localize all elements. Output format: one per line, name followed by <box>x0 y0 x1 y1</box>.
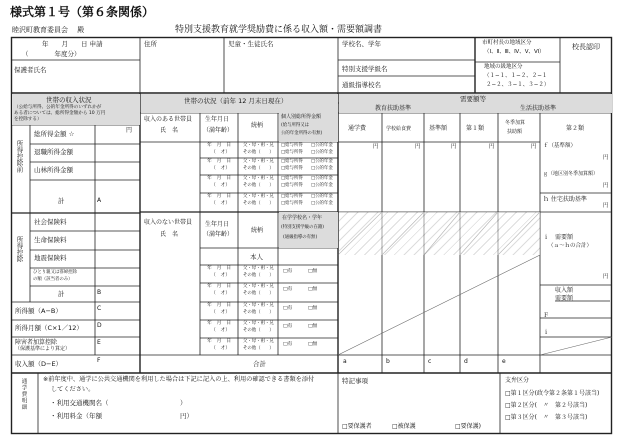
address-label: 住所 <box>144 40 157 48</box>
pension-checkbox[interactable]: □公的年金 <box>311 201 333 206</box>
yen-f: 円 <box>603 155 609 161</box>
commute-note-1: ※前年度中、通学に公共交通機関を利用した場合は下記に記入の上、利用の確認できる書類を添付 <box>43 376 315 383</box>
relation-other[interactable]: その他（ ） <box>243 201 274 206</box>
salary-income-label: 総所得金額 ☆ <box>34 130 75 138</box>
no-checkbox[interactable]: □無 <box>308 324 318 329</box>
pension-checkbox[interactable]: □公的年金 <box>311 159 333 164</box>
earner-name-label: 氏 名 <box>160 127 179 134</box>
winter-header: 冬季加算 <box>505 120 526 126</box>
principal-seal-label: 校長認印 <box>572 43 600 51</box>
date-field[interactable]: 年 月 日 <box>207 266 231 271</box>
commuting-class-label: 通級指導校名 <box>342 81 381 89</box>
pension-checkbox[interactable]: □公的年金 <box>311 150 333 155</box>
retirement-income-label: 退職所得金額 <box>34 148 73 156</box>
school-attend-2: (特別支援学級の在籍) <box>281 225 324 230</box>
pension-checkbox[interactable]: □公的年金 <box>311 183 333 188</box>
fare-label[interactable]: ・利用料金（年額 <box>50 412 102 420</box>
deduction-label: 所得控除 <box>15 236 24 262</box>
yes-checkbox[interactable]: □有 <box>283 342 293 347</box>
dob2-label: 生年月日 <box>205 221 230 228</box>
relation-options[interactable]: 父・母・祖・兄 <box>243 176 274 181</box>
letter-c: c <box>428 358 432 365</box>
single-parent-label-2: の額（該当者のみ） <box>33 277 73 282</box>
personal-income-label-2: (給与所得又は <box>281 123 310 128</box>
yen-c: 円 <box>451 144 457 150</box>
label-c: C <box>97 305 102 312</box>
income-note-3: を控除する） <box>14 117 42 122</box>
salary-checkbox[interactable]: □給与所得 <box>281 166 303 171</box>
needs-title: 需要額等 <box>460 95 486 103</box>
relation-other[interactable]: その他（ ） <box>243 310 274 315</box>
relation-other[interactable]: その他（ ） <box>243 183 274 188</box>
yen-a: 円 <box>373 144 379 150</box>
label-d: D <box>97 322 102 329</box>
age-field[interactable]: （ 才） <box>211 310 231 315</box>
support-option-3[interactable]: □第３区分( 〃 第３号該当) <box>505 414 588 421</box>
no-checkbox[interactable]: □無 <box>308 269 318 274</box>
region-title: 市町村長の地域区分 <box>482 40 532 46</box>
relation-other[interactable]: その他（ ） <box>243 166 274 171</box>
f-basic-label: ｆ（基準額） <box>543 143 577 149</box>
edu-standard-title: 教育扶助基準 <box>375 105 412 112</box>
pension-checkbox[interactable]: □公的年金 <box>311 143 333 148</box>
relation-options[interactable]: 父・母・祖・兄 <box>243 143 274 148</box>
age-field[interactable]: （ 才） <box>211 150 231 155</box>
salary-checkbox[interactable]: □給与所得 <box>281 176 303 181</box>
relation-other[interactable]: その他（ ） <box>243 328 274 333</box>
pension-checkbox[interactable]: □公的年金 <box>311 194 333 199</box>
hatched-area <box>339 212 540 255</box>
date-field[interactable]: 年 月 日 <box>207 159 231 164</box>
subtotal-label: 計 <box>58 197 65 205</box>
school-attend-3: (通級指導の有無) <box>283 235 318 240</box>
age-field[interactable]: （ 才） <box>211 273 231 278</box>
date-field[interactable]: 年 月 日 <box>207 303 231 308</box>
yen-i: 円 <box>603 274 609 280</box>
relation2-label: 続柄 <box>251 227 264 234</box>
support-title: 支弁区分 <box>505 377 530 384</box>
dob-label: 生年月日 <box>205 116 230 123</box>
relation-options[interactable]: 父・母・祖・兄 <box>243 339 274 344</box>
label-e: E <box>97 339 101 346</box>
form-number: 様式第１号（第６条関係） <box>10 5 155 19</box>
special-notes-label: 特記事項 <box>342 377 368 385</box>
student-name-label: 児童・生徒氏名 <box>228 40 274 48</box>
disability-label-1: 障害者加算控除 <box>15 339 58 346</box>
no-checkbox[interactable]: □無 <box>308 342 318 347</box>
no-checkbox[interactable]: □無 <box>308 287 318 292</box>
personal-income-label-3: 公的年金所得の有無) <box>281 131 323 136</box>
subtotal2-label: 計 <box>58 290 65 298</box>
yes-checkbox[interactable]: □有 <box>283 324 293 329</box>
income-amount-label: 所得額（A−B） <box>15 307 62 315</box>
check-required[interactable]: □要保護) <box>455 423 482 430</box>
salary-checkbox[interactable]: □給与所得 <box>281 150 303 155</box>
pension-checkbox[interactable]: □公的年金 <box>311 176 333 181</box>
non-earners-label: 収入のない世帯員 <box>144 219 193 226</box>
letter-e: e <box>502 358 506 365</box>
date-field[interactable]: 年 月 日 <box>207 176 231 181</box>
yen-h: 円 <box>603 203 609 209</box>
age2-label: （満年齢） <box>203 231 234 238</box>
age-field[interactable]: （ 才） <box>211 201 231 206</box>
no-checkbox[interactable]: □無 <box>308 306 318 311</box>
school-attend-1: 在学学校名・学年 <box>282 215 323 221</box>
date-field[interactable]: 年 月 日 <box>207 194 231 199</box>
salary-checkbox[interactable]: □給与所得 <box>281 159 303 164</box>
committee-name: 睦沢町教育委員会 殿 <box>12 26 85 34</box>
relation-options[interactable]: 父・母・祖・兄 <box>243 303 274 308</box>
forest-income-label: 山林所得金額 <box>34 166 73 174</box>
date-field[interactable]: 年 月 日 <box>207 143 231 148</box>
age-field[interactable]: （ 才） <box>211 183 231 188</box>
life-insurance-label: 生命保険料 <box>34 236 67 244</box>
salary-checkbox[interactable]: □給与所得 <box>281 201 303 206</box>
relation-other[interactable]: その他（ ） <box>243 291 274 296</box>
yen-g: 円 <box>603 183 609 189</box>
winter-header-2: 扶助額 <box>507 129 523 135</box>
region-sub-2: ２−２、３−１、３−２） <box>486 82 550 88</box>
special-class-label: 特別支援学級名 <box>342 65 388 73</box>
f-ratio-label: Ｆ <box>543 312 550 319</box>
relation-options[interactable]: 父・母・祖・兄 <box>243 266 274 271</box>
relation-options[interactable]: 父・母・祖・兄 <box>243 194 274 199</box>
transport-close: ） <box>180 399 187 407</box>
relation-options[interactable]: 父・母・祖・兄 <box>243 284 274 289</box>
age-field[interactable]: （ 才） <box>211 346 231 351</box>
pre-deduction-label: 所得控除前 <box>15 140 24 173</box>
support-option-2[interactable]: □第２区分( 〃 第２号該当) <box>505 402 588 409</box>
fiscal-year[interactable]: （ 年度分） <box>22 50 81 58</box>
check-quasi[interactable]: □被保護 <box>392 423 416 430</box>
school-lunch-header: 学校給食費 <box>386 126 412 132</box>
age-label: （満年齢） <box>203 127 234 134</box>
commute-note-2: してください。 <box>51 386 95 393</box>
yes-checkbox[interactable]: □有 <box>283 306 293 311</box>
income-note-1: （公給与所得、公的年金所得のいずれかが <box>14 105 102 110</box>
class2-header: 第２類 <box>566 125 585 132</box>
letter-d: d <box>464 358 468 365</box>
pension-checkbox[interactable]: □公的年金 <box>311 166 333 171</box>
form-title: 特別支援教育就学奨励費に係る収入額・需要額調書 <box>175 25 383 35</box>
yen-e: 円 <box>531 144 537 150</box>
relation-options[interactable]: 父・母・祖・兄 <box>243 321 274 326</box>
earthquake-insurance-label: 地震保険料 <box>34 254 67 262</box>
relation-other[interactable]: その他（ ） <box>243 150 274 155</box>
relation-label: 続柄 <box>251 122 264 129</box>
g-winter-label: ｇ（地区別冬季加算額） <box>543 171 599 177</box>
region-sub-title: 地域の級地区分 <box>484 64 523 70</box>
salary-checkbox[interactable]: □給与所得 <box>281 143 303 148</box>
income-total-label: 収入額（D−E） <box>15 360 63 368</box>
fare-yen: 円） <box>180 412 193 420</box>
yen-unit: 円 <box>126 127 133 134</box>
household-title: 世帯の状況（前年 12 月末日現在） <box>184 97 288 105</box>
h-housing-label: ｈ 住宅扶助基準 <box>543 196 587 203</box>
relation-other[interactable]: その他（ ） <box>243 273 274 278</box>
relation-options[interactable]: 父・母・祖・兄 <box>243 159 274 164</box>
i-sum-label: （ａ〜ｈの合計） <box>548 243 593 249</box>
income-title: 世帯の収入状況 <box>46 96 92 104</box>
yes-checkbox[interactable]: □有 <box>283 287 293 292</box>
monthly-income-label: 所得月額（C×1／12） <box>15 324 83 332</box>
age-field[interactable]: （ 才） <box>211 328 231 333</box>
demand-label-right: 需要額 <box>555 295 574 302</box>
age-field[interactable]: （ 才） <box>211 166 231 171</box>
transport-label[interactable]: ・利用交通機関名（ <box>50 399 109 407</box>
date-field[interactable]: 年 月 日 <box>207 284 231 289</box>
commute-fee-header: 通学費 <box>348 125 367 132</box>
i-demand-label: ｉ 需要額 <box>543 234 574 241</box>
life-standard-title: 生活扶助基準 <box>520 105 557 112</box>
salary-checkbox[interactable]: □給与所得 <box>281 183 303 188</box>
label-b: B <box>97 289 102 296</box>
letter-a: a <box>343 358 347 365</box>
personal-income-label: 個人別総所得金額 <box>281 114 322 120</box>
commute-detail-vertical: 通学費明細 <box>20 378 27 411</box>
i-ratio-label: ｉ <box>543 329 550 336</box>
class1-header: 第１類 <box>466 125 485 132</box>
label-a: A <box>97 197 102 204</box>
school-grade-label: 学校名、学年 <box>342 40 381 48</box>
region-sub-1: （１−１、１−２、２−１ <box>484 73 548 79</box>
relation-other[interactable]: その他（ ） <box>243 346 274 351</box>
age-field[interactable]: （ 才） <box>211 291 231 296</box>
salary-checkbox[interactable]: □給与所得 <box>281 194 303 199</box>
yen-b: 円 <box>415 144 421 150</box>
region-options: （Ⅰ、Ⅱ、Ⅲ、Ⅳ、Ⅴ、Ⅵ） <box>484 49 545 55</box>
letter-b: b <box>386 358 390 365</box>
application-date[interactable]: 年 月 日 申請 <box>42 40 103 48</box>
earners-label: 収入のある世帯員 <box>144 116 193 123</box>
non-earner-name-label: 氏 名 <box>160 231 179 238</box>
date-field[interactable]: 年 月 日 <box>207 321 231 326</box>
disability-label-2: （保護基準により算定） <box>15 346 71 352</box>
yes-checkbox[interactable]: □有 <box>283 269 293 274</box>
label-f: F <box>97 357 101 364</box>
income-note-2: ある者については、総所得金額から 10 万円 <box>14 111 106 116</box>
date-field[interactable]: 年 月 日 <box>207 339 231 344</box>
social-insurance-label: 社会保険料 <box>34 218 67 226</box>
check-protected[interactable]: □要保護者 <box>342 423 372 430</box>
household-total-label: 合計 <box>253 360 266 368</box>
single-parent-label-1: ひとり親又は寡婦控除 <box>33 270 77 275</box>
yen-d: 円 <box>489 144 495 150</box>
income-label-right: 収入額 <box>555 287 574 294</box>
basic-amount-header: 基準額 <box>429 125 448 132</box>
guardian-name-label: 保護者氏名 <box>14 66 47 74</box>
support-option-1[interactable]: □第１区分(政令第２条第１号該当) <box>505 390 600 397</box>
self-label: 本人 <box>250 253 263 261</box>
